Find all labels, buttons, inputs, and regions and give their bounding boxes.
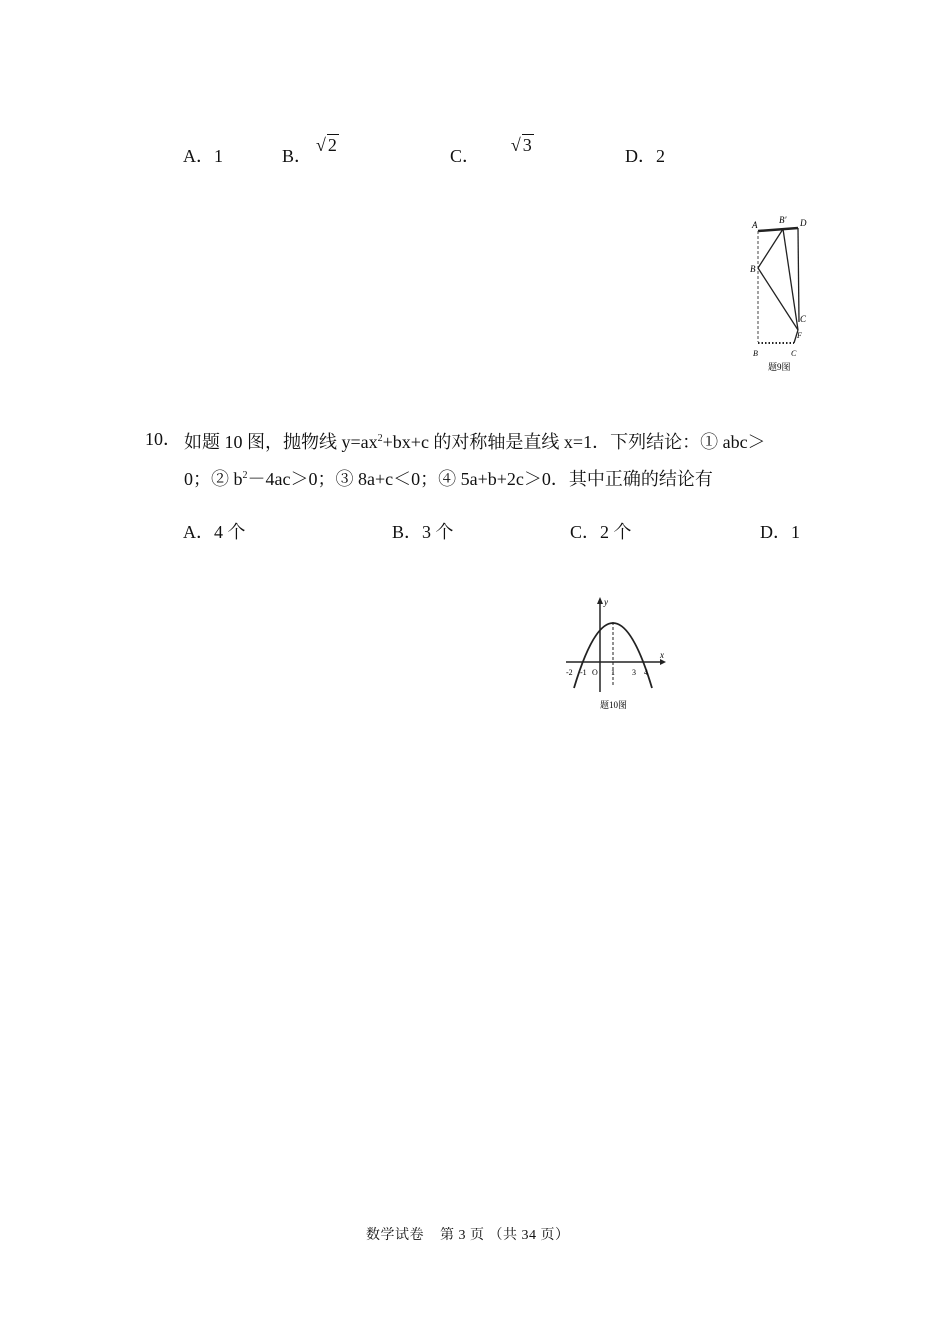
option-letter: C． <box>450 146 481 166</box>
label-b: B <box>750 264 756 274</box>
option-letter: A． <box>183 146 214 166</box>
y-axis-arrow-icon <box>597 597 603 604</box>
page-footer <box>366 1224 570 1244</box>
q10-option-b: B．3 个 <box>392 522 454 542</box>
x-label: x <box>660 650 664 660</box>
segment-bprime-f <box>783 229 798 330</box>
footer-page: 第 3 页 （共 34 页） <box>440 1228 570 1243</box>
footer-subject: 数学试卷 <box>366 1228 424 1243</box>
q10-stem-line2: 0；② $b^2-4ac>0$；③ 8a+c＜0；④ 5a+b+2c＞0．其中正确的结论有 <box>184 469 713 489</box>
segment-b-bprime <box>758 229 783 268</box>
segment-d-c <box>798 228 799 322</box>
label-f: F <box>797 331 802 340</box>
q10-option-a: A．4 个 <box>183 522 246 542</box>
segment-ad <box>758 228 798 231</box>
label-b-lower: B <box>753 349 758 358</box>
q10-stem-line1: 如题 10 图，抛物线 $y=ax^2+bx+c$ 的对称轴是直线 x=1．下列结论：① abc＞ <box>184 432 766 452</box>
q10-number: 10． <box>145 429 181 449</box>
q10-figure <box>560 594 672 716</box>
label-c-lower: C <box>791 349 797 358</box>
radicand: 2 <box>327 135 337 155</box>
q9-option-b <box>282 142 312 168</box>
label-a: A <box>752 220 758 230</box>
y-label: y <box>604 597 608 607</box>
tick-label: -2 <box>566 668 573 677</box>
q10-option-c: C．2 个 <box>570 522 632 542</box>
option-value: 1 <box>214 146 223 166</box>
q10-option-d: D．1 <box>760 522 800 542</box>
option-value: 2 <box>656 146 665 166</box>
q9-option-c-sqrt: √ 3 <box>510 135 532 155</box>
q9-option-c <box>450 142 480 168</box>
tick-label: 4 <box>644 668 648 677</box>
tick-label: 1 <box>611 668 615 677</box>
figure-caption: 题10图 <box>600 700 628 710</box>
label-c-upper: C <box>800 314 807 324</box>
segment-b-f <box>758 268 798 330</box>
tick-label: 3 <box>632 668 636 677</box>
tick-label: O <box>592 668 598 677</box>
figure-caption: 题9图 <box>768 362 791 372</box>
label-bprime: B' <box>779 215 787 225</box>
label-d: D <box>800 218 807 228</box>
q9-option-b-sqrt: √ 2 <box>316 135 337 155</box>
tick-label: -1 <box>580 668 587 677</box>
q9-option-d <box>625 142 665 168</box>
q9-figure <box>748 210 816 376</box>
radicand: 3 <box>522 135 532 155</box>
option-letter: D． <box>625 146 656 166</box>
option-letter: B． <box>282 146 313 166</box>
q9-option-a <box>183 142 223 168</box>
